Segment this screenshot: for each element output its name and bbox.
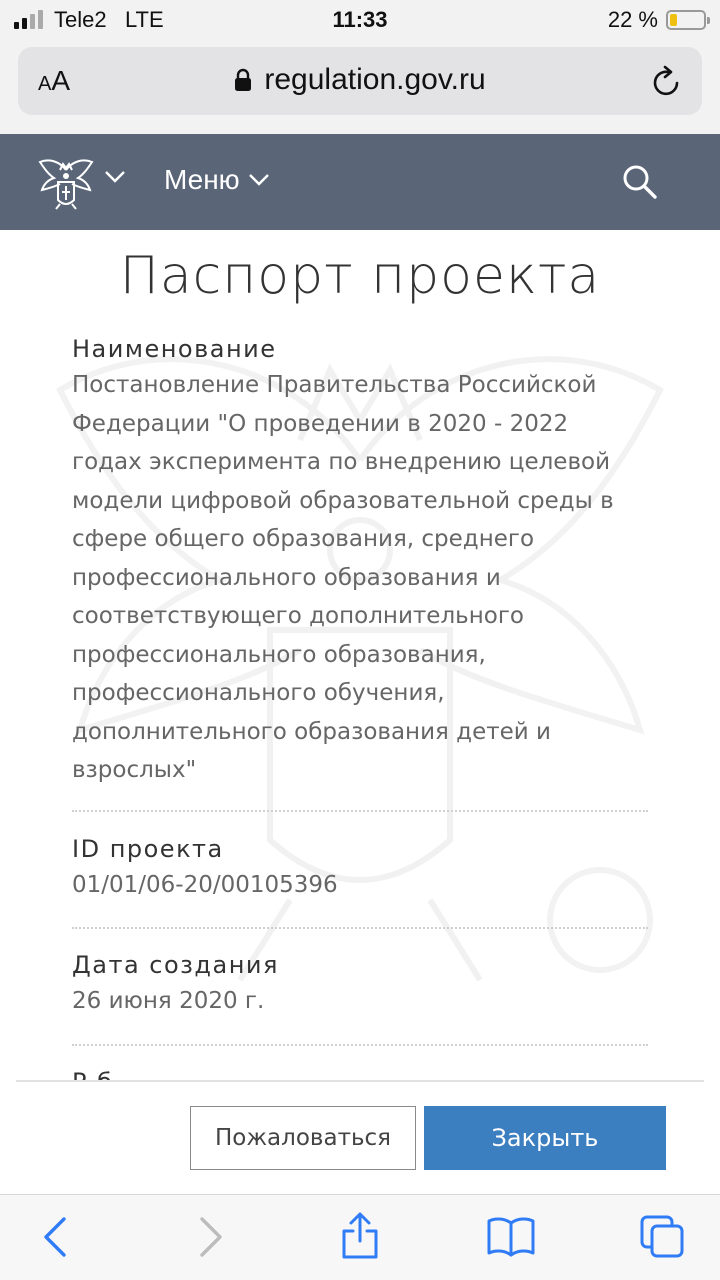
page-title: Паспорт проекта [119,246,601,306]
close-button[interactable]: Закрыть [424,1106,666,1170]
field-value: 26 июня 2020 г. [72,988,265,1014]
tabs-icon[interactable] [638,1213,686,1259]
project-passport-content[interactable] [0,230,720,1080]
field-name [72,334,648,790]
url-text[interactable]: regulation.gov.ru [264,63,486,96]
address-bar[interactable] [18,47,702,115]
status-time: 11:33 [332,7,388,32]
divider [72,810,648,812]
reload-icon[interactable] [652,64,684,98]
menu-label: Меню [164,164,240,195]
network-type: LTE [124,7,164,32]
field-creation-date [72,950,648,1021]
field-project-id [72,834,648,905]
share-icon[interactable] [340,1211,380,1261]
browser-address-area [0,40,720,134]
field-label: Наименование [72,335,277,363]
field-value: Постановление Правительства Российской Федерации "О проведении в 2020 - 2022 годах эксперимента по внедрению целевой модели цифровой образовательной среды в сфере общего образования, среднего профессионального образования и соответствующего дополнительного профессионального образования, профессионального обучения, дополнительного образования детей и взрослых" [72,372,614,783]
modal-footer [0,1080,720,1194]
lock-icon [234,68,252,92]
divider [72,927,648,929]
chevron-down-icon[interactable] [104,170,126,184]
coat-of-arms-logo[interactable] [36,152,96,210]
footer-divider [16,1080,704,1082]
field-label: Дата создания [72,951,279,979]
battery-percent: 22 % [607,7,658,32]
complain-button[interactable]: Пожаловаться [190,1106,416,1170]
field-value: 01/01/06-20/00105396 [72,872,338,898]
divider [72,1044,648,1046]
status-bar [0,0,720,40]
bookmarks-icon[interactable] [486,1215,536,1259]
forward-icon[interactable] [196,1215,226,1259]
field-label: ID проекта [72,835,224,863]
battery-icon [666,10,706,30]
site-header [0,134,720,230]
browser-toolbar [0,1194,720,1280]
back-icon[interactable] [40,1215,70,1259]
carrier-name: Tele2 [54,7,107,32]
search-icon[interactable] [622,164,658,200]
text-size-button[interactable]: AA [38,65,71,96]
menu-button[interactable] [164,164,270,196]
chevron-down-icon [248,173,270,187]
